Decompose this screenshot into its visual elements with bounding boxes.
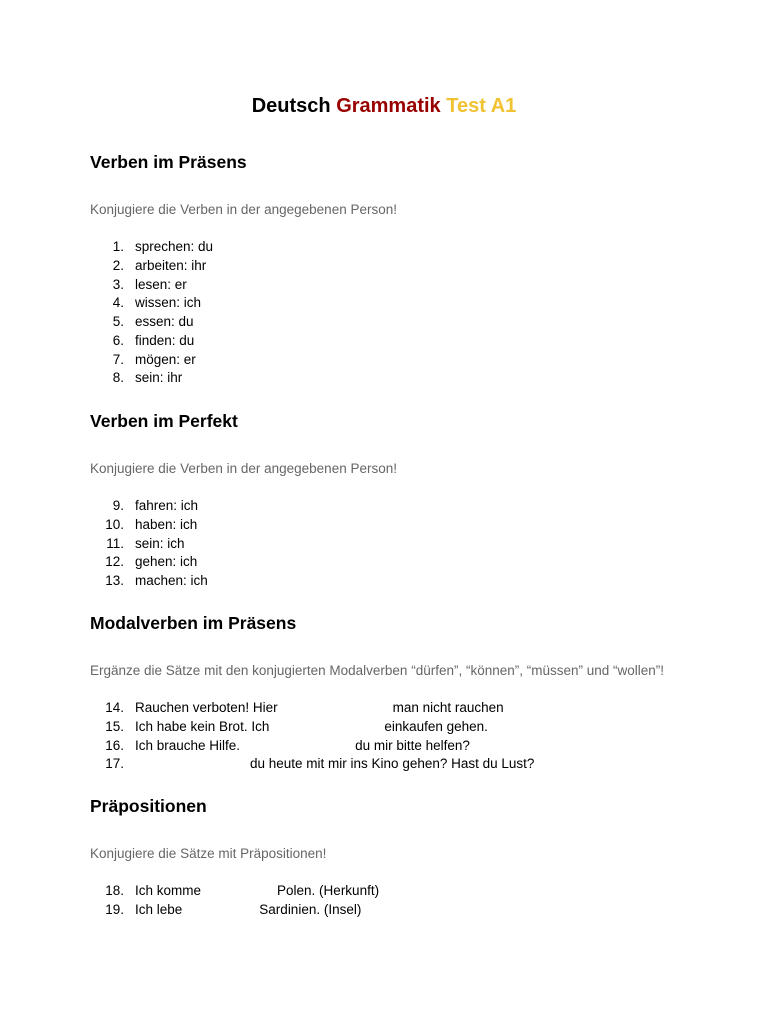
item-text: gehen: ich (135, 554, 198, 570)
section-instruction: Konjugiere die Verben in der angegebenen Person! (90, 202, 397, 217)
section-heading: Verben im Perfekt (90, 411, 238, 431)
item-number: 12. (105, 554, 124, 570)
page-title (0, 92, 768, 120)
item-number: 15. (105, 718, 124, 734)
item-number: 10. (105, 516, 124, 532)
item-number: 14. (105, 700, 124, 715)
exercise-item (90, 351, 730, 370)
item-number: 17. (105, 756, 124, 772)
exercise-item (90, 369, 730, 388)
exercise-item (90, 238, 730, 257)
text-after-gap: Sardinien. (Insel) (259, 901, 362, 917)
item-number: 3. (112, 276, 124, 292)
item-text: sprechen: du (135, 239, 214, 254)
exercise-item (90, 699, 730, 718)
item-number: 2. (112, 257, 124, 273)
exercise-item (90, 755, 730, 774)
item-number: 7. (112, 351, 124, 367)
exercise-list (90, 699, 730, 774)
exercise-item (90, 257, 730, 276)
title-word-test: Test A1 (446, 95, 517, 117)
item-text: sein: ihr (135, 370, 183, 386)
item-number: 18. (105, 883, 124, 898)
section-verben-praesens (90, 151, 730, 388)
item-number: 13. (105, 573, 124, 588)
exercise-item (90, 497, 730, 516)
section-instruction: Ergänze die Sätze mit den konjugierten Modalverben “dürfen”, “können”, “müssen” und “wollen”! (90, 663, 665, 678)
title-word-deutsch: Deutsch (251, 95, 331, 117)
exercise-item (90, 276, 730, 295)
title-word-grammatik: Grammatik (336, 95, 441, 117)
section-instruction: Konjugiere die Sätze mit Präpositionen! (90, 846, 327, 861)
exercise-item (90, 901, 730, 920)
text-before-gap: Ich komme (135, 883, 202, 898)
item-text (135, 755, 534, 774)
section-heading: Präpositionen (90, 796, 207, 816)
item-text (135, 699, 504, 718)
item-number: 8. (112, 370, 124, 386)
item-text: machen: ich (135, 573, 208, 588)
item-text (135, 901, 361, 920)
exercise-item (90, 882, 730, 901)
text-before-gap: Ich habe kein Brot. Ich (135, 718, 270, 734)
item-text: lesen: er (135, 276, 187, 292)
item-text: essen: du (135, 314, 194, 329)
item-number: 6. (112, 332, 124, 348)
item-text: wissen: ich (135, 295, 202, 311)
item-text (135, 882, 379, 901)
text-before-gap: Ich lebe (135, 901, 183, 917)
text-after-gap: Polen. (Herkunft) (277, 883, 380, 898)
text-after-gap: man nicht rauchen (392, 700, 504, 715)
exercise-list (90, 882, 730, 920)
text-before-gap: Rauchen verboten! Hier (135, 700, 278, 715)
exercise-list (90, 238, 730, 388)
section-verben-perfekt (90, 410, 730, 591)
exercise-list (90, 497, 730, 591)
text-after-gap: du heute mit mir ins Kino gehen? Hast du Lust? (250, 756, 535, 772)
exercise-item (90, 553, 730, 572)
item-text: finden: du (135, 332, 195, 348)
item-number: 4. (112, 295, 124, 311)
exercise-item (90, 313, 730, 332)
section-modalverben (90, 612, 730, 774)
item-text (135, 737, 470, 756)
exercise-item (90, 718, 730, 737)
text-after-gap: du mir bitte helfen? (355, 737, 470, 753)
section-instruction: Konjugiere die Verben in der angegebenen Person! (90, 461, 397, 476)
section-heading: Modalverben im Präsens (90, 613, 297, 633)
exercise-item (90, 737, 730, 756)
item-number: 9. (112, 498, 124, 513)
exercise-item (90, 516, 730, 535)
section-heading: Verben im Präsens (90, 152, 247, 172)
item-text: arbeiten: ihr (135, 257, 207, 273)
text-before-gap: Ich brauche Hilfe. (135, 737, 241, 753)
item-number: 16. (105, 737, 124, 753)
section-praepositionen (90, 795, 730, 920)
exercise-item (90, 332, 730, 351)
text-after-gap: einkaufen gehen. (384, 718, 488, 734)
item-number: 11. (106, 535, 124, 551)
exercise-item (90, 535, 730, 554)
item-text: sein: ich (135, 535, 185, 551)
item-number: 1. (112, 239, 124, 254)
item-text (135, 718, 488, 737)
exercise-item (90, 294, 730, 313)
item-text: fahren: ich (135, 498, 199, 513)
item-text: haben: ich (135, 516, 198, 532)
exercise-item (90, 572, 730, 591)
item-number: 19. (105, 901, 124, 917)
item-number: 5. (112, 314, 124, 329)
item-text: mögen: er (135, 351, 196, 367)
